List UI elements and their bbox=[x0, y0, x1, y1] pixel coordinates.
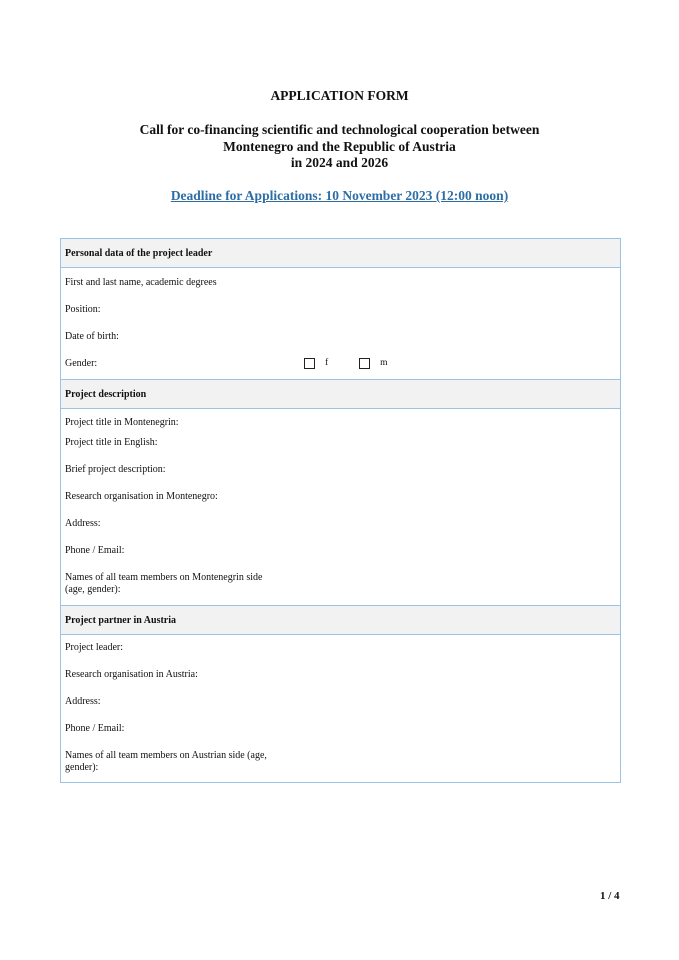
field-date-of-birth[interactable]: Date of birth: bbox=[65, 331, 119, 342]
field-address-austria[interactable]: Address: bbox=[65, 696, 101, 707]
field-title-english[interactable]: Project title in English: bbox=[65, 437, 158, 448]
team-members-montenegro-line: (age, gender): bbox=[65, 584, 121, 595]
field-project-leader-austria[interactable]: Project leader: bbox=[65, 642, 124, 653]
field-research-org-montenegro[interactable]: Research organisation in Montenegro: bbox=[65, 491, 218, 502]
field-research-org-austria[interactable]: Research organisation in Austria: bbox=[65, 669, 198, 680]
subtitle-line: Call for co-financing scientific and technological cooperation between bbox=[139, 122, 540, 137]
gender-f-label: f bbox=[325, 358, 329, 368]
field-brief-description[interactable]: Brief project description: bbox=[65, 464, 166, 475]
field-team-members-austria[interactable] bbox=[61, 750, 620, 774]
gender-m-label: m bbox=[380, 358, 388, 368]
gender-m-checkbox[interactable] bbox=[359, 358, 370, 369]
section-body-project-partner bbox=[61, 635, 620, 782]
subtitle-line: in 2024 and 2026 bbox=[290, 155, 389, 170]
page-number: 1 / 4 bbox=[600, 890, 620, 902]
field-phone-email-austria[interactable]: Phone / Email: bbox=[65, 723, 125, 734]
field-team-members-montenegro[interactable] bbox=[61, 572, 620, 596]
field-position[interactable]: Position: bbox=[65, 304, 101, 315]
form-title: APPLICATION FORM bbox=[270, 88, 409, 103]
field-name-degrees[interactable]: First and last name, academic degrees bbox=[65, 277, 217, 288]
section-header-personal-data: Personal data of the project leader bbox=[61, 239, 620, 268]
call-subtitle bbox=[0, 122, 679, 172]
application-form-table bbox=[60, 238, 621, 783]
deadline-link[interactable]: Deadline for Applications: 10 November 2023 (12:00 noon) bbox=[170, 188, 509, 203]
gender-options bbox=[304, 357, 388, 369]
team-members-montenegro-line: Names of all team members on Montenegrin side bbox=[65, 572, 263, 583]
field-gender: Gender: bbox=[65, 358, 98, 369]
team-members-austria-line: Names of all team members on Austrian side (age, bbox=[65, 750, 267, 761]
section-header-project-description: Project description bbox=[61, 380, 620, 409]
gender-f-checkbox[interactable] bbox=[304, 358, 315, 369]
section-body-personal-data bbox=[61, 268, 620, 380]
section-body-project-description bbox=[61, 409, 620, 606]
field-title-montenegrin[interactable]: Project title in Montenegrin: bbox=[65, 417, 179, 428]
field-phone-email-montenegro[interactable]: Phone / Email: bbox=[65, 545, 125, 556]
subtitle-line: Montenegro and the Republic of Austria bbox=[223, 138, 456, 154]
field-address-montenegro[interactable]: Address: bbox=[65, 518, 101, 529]
team-members-austria-line: gender): bbox=[65, 762, 99, 773]
section-header-project-partner: Project partner in Austria bbox=[61, 606, 620, 635]
